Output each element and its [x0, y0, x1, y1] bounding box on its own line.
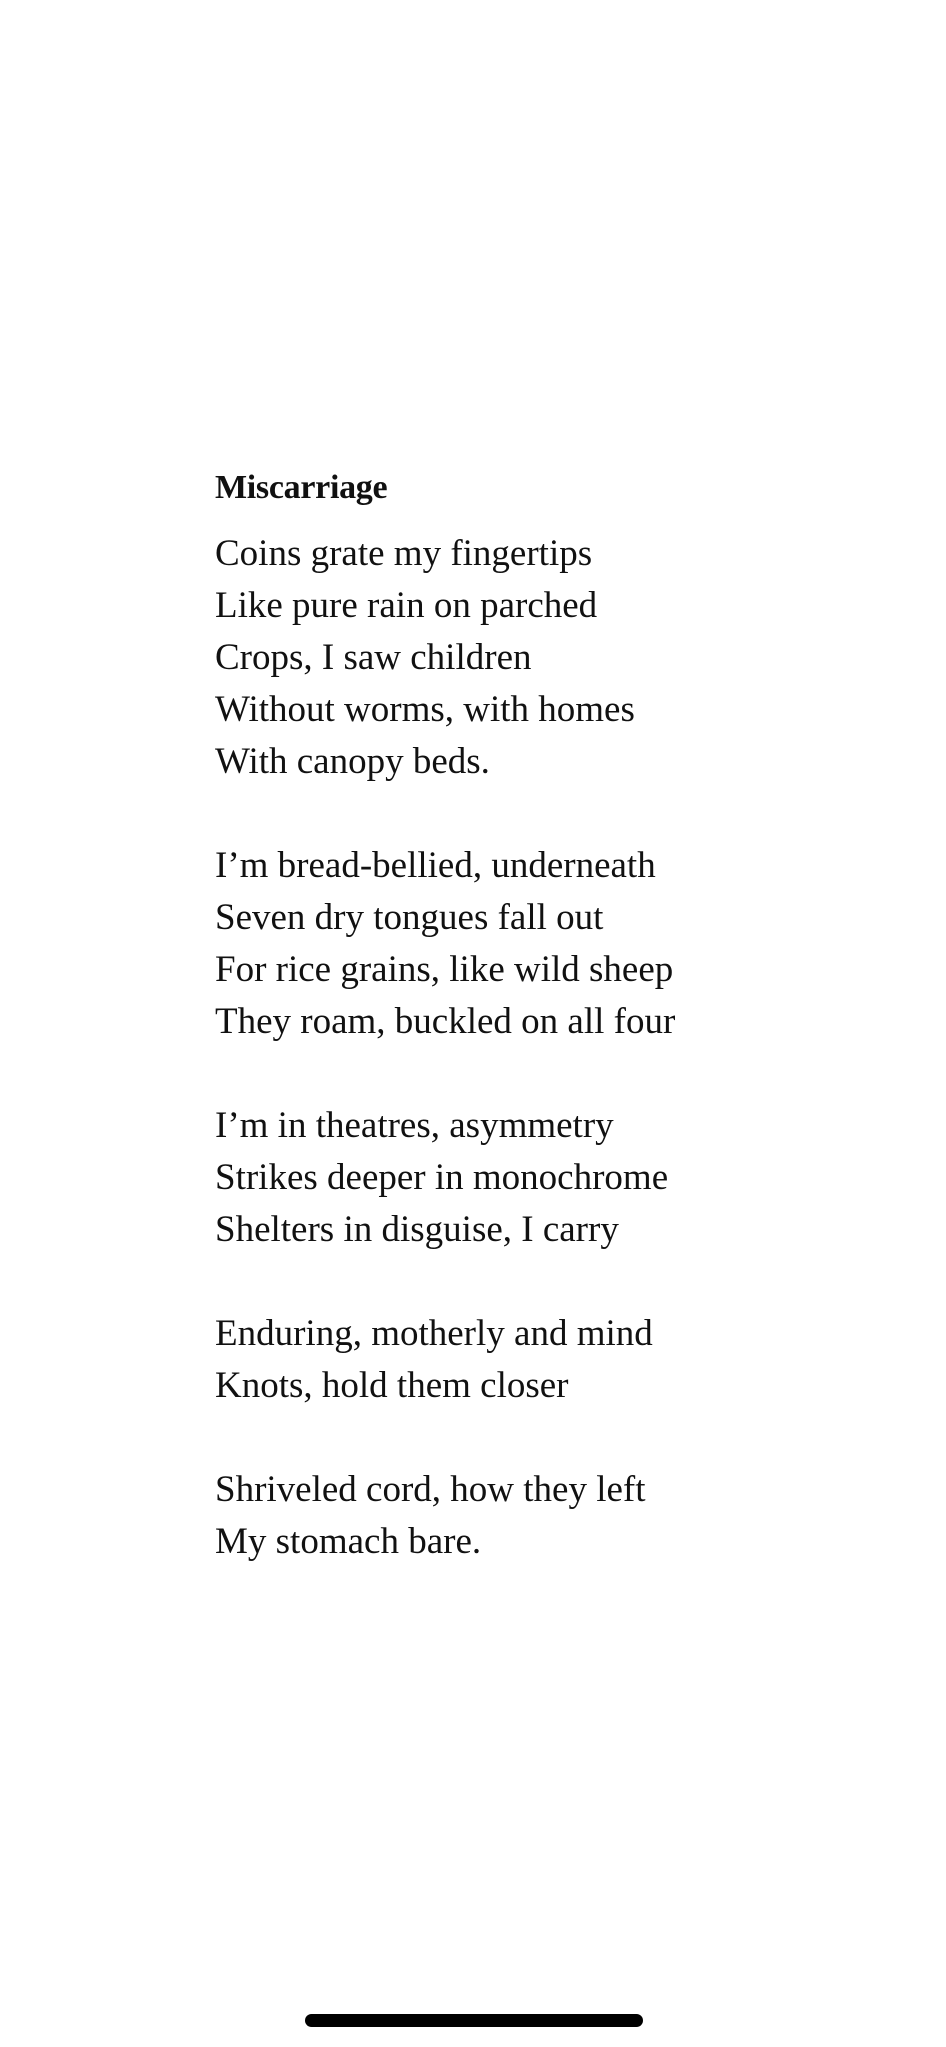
stanza — [215, 1308, 815, 1412]
poem-line: Shriveled cord, how they left — [215, 1469, 646, 1510]
poem-line: Strikes deeper in monochrome — [215, 1157, 669, 1198]
poem-title: Miscarriage — [215, 469, 388, 506]
home-indicator[interactable] — [305, 2014, 643, 2027]
stanza — [215, 1464, 815, 1568]
poem-line: My stomach bare. — [215, 1521, 482, 1562]
poem-line: Without worms, with homes — [215, 689, 635, 730]
poem-line: Knots, hold them closer — [215, 1365, 569, 1406]
stanza — [215, 840, 815, 1048]
poem — [215, 460, 815, 1568]
poem-line: Shelters in disguise, I carry — [215, 1209, 619, 1250]
poem-line: Coins grate my fingertips — [215, 533, 593, 574]
poem-line: Seven dry tongues fall out — [215, 897, 604, 938]
stanza — [215, 528, 815, 788]
stanza — [215, 1100, 815, 1256]
poem-line: They roam, buckled on all four — [215, 1001, 676, 1042]
poem-line: For rice grains, like wild sheep — [215, 949, 674, 990]
poem-line: I’m bread-bellied, underneath — [215, 845, 656, 886]
poem-line: Crops, I saw children — [215, 637, 532, 678]
poem-line: Enduring, motherly and mind — [215, 1313, 653, 1354]
poem-line: I’m in theatres, asymmetry — [215, 1105, 614, 1146]
poem-line: With canopy beds. — [215, 741, 490, 782]
poem-line: Like pure rain on parched — [215, 585, 598, 626]
